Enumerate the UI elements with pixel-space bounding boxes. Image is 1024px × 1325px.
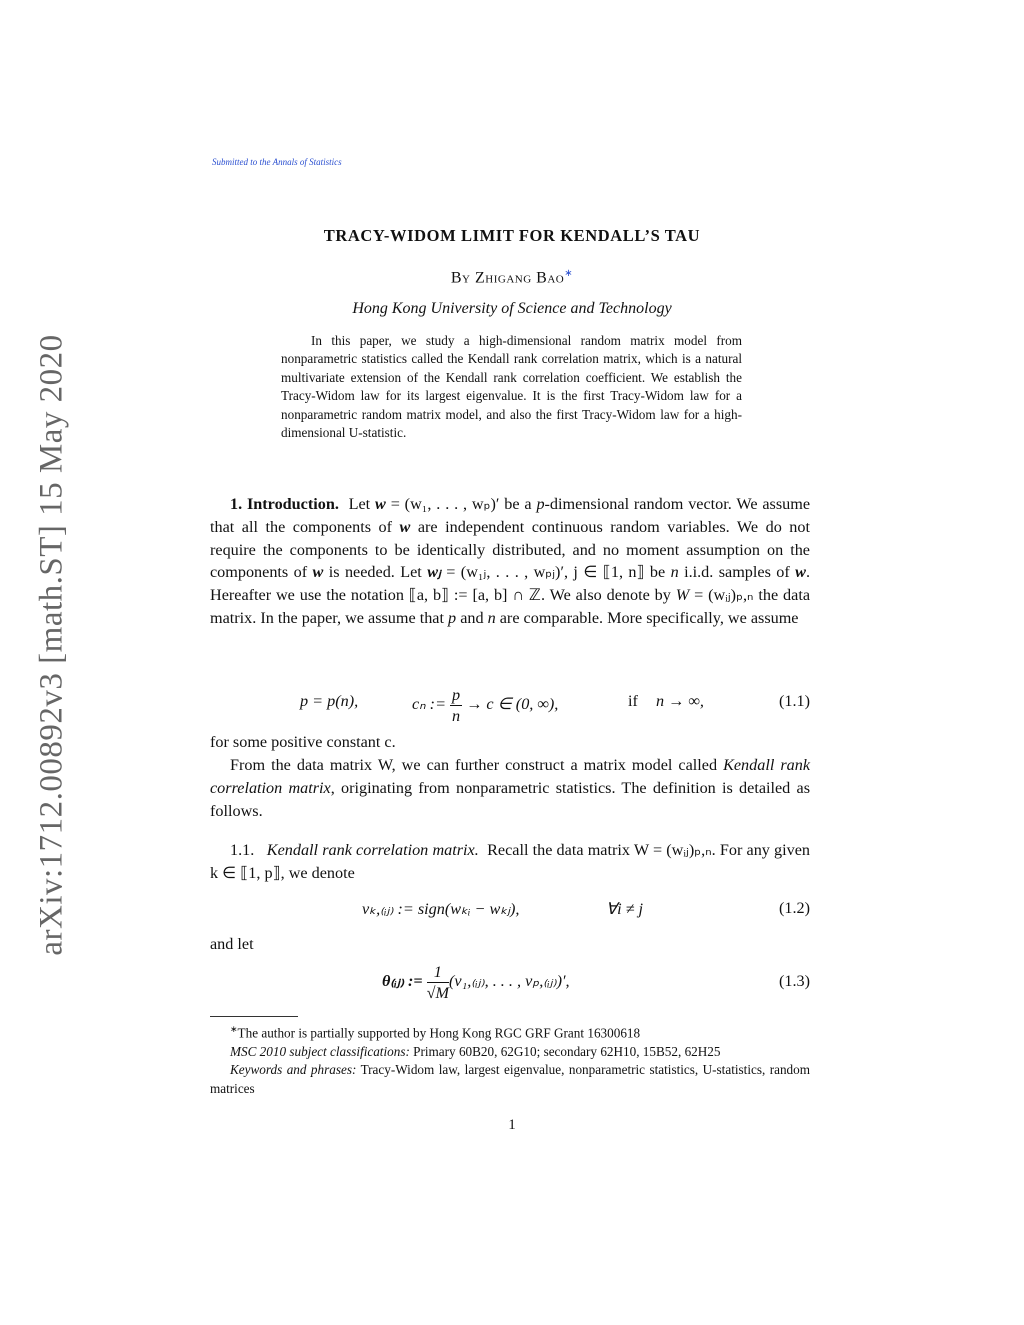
msc-text: Primary 60B20, 62G10; secondary 62H10, 15B52, 62H25 — [413, 1043, 721, 1059]
intro-paragraph — [210, 493, 810, 630]
emphasis-term: Kendall rank correlation matrix — [210, 756, 811, 797]
equation-1-1 — [210, 686, 810, 725]
eq12-body: vₖ,₍ᵢⱼ₎ := sign(wₖᵢ − wₖⱼ), — [362, 900, 520, 918]
eq13-fraction — [427, 962, 449, 1003]
footnote-msc — [210, 1043, 810, 1061]
footnote-mark: ∗ — [230, 1024, 238, 1034]
submitted-header-link[interactable]: Submitted to the Annals of Statistics — [212, 157, 342, 167]
eq11-rhs: → c ∈ (0, ∞), — [466, 695, 559, 714]
text-run: is needed. Let — [328, 563, 422, 582]
vector-wj: wⱼ — [427, 563, 441, 582]
equation-1-2 — [210, 897, 810, 927]
eq11-number: (1.1) — [778, 692, 810, 710]
math-n: n — [487, 608, 496, 627]
footnote-grant — [210, 1020, 810, 1043]
eq11-cond: n → ∞, — [656, 692, 704, 710]
eq13-lhs: θ₍ᵢⱼ₎ := — [382, 972, 423, 991]
subsection-1-1 — [210, 839, 810, 885]
section-heading: 1. Introduction. — [230, 495, 339, 513]
subsection-title: Kendall rank correlation matrix. — [266, 841, 479, 859]
text-run: = (w₁ⱼ, . . . , wₚⱼ)′, j ∈ ⟦1, n⟧ be — [446, 563, 666, 582]
subsection-number: 1.1. — [230, 841, 255, 859]
text-run: = (wᵢⱼ)ₚ,ₙ the data matrix. In the paper, we assume that — [210, 586, 811, 627]
math-W: W — [675, 586, 690, 605]
eq13-expr — [382, 962, 570, 1003]
vector-w: w — [795, 563, 806, 582]
math-n: n — [670, 563, 679, 582]
paper-title: TRACY-WIDOM LIMIT FOR KENDALL’S TAU — [323, 226, 701, 245]
eq13-number: (1.3) — [778, 972, 810, 990]
after-eq11: for some positive constant c. — [210, 733, 396, 751]
msc-label: MSC 2010 subject classifications: — [230, 1043, 410, 1059]
eq11-frac-num: p — [452, 686, 461, 704]
eq12-number: (1.2) — [778, 899, 810, 917]
vector-w: w — [312, 563, 324, 582]
author-line — [0, 268, 1024, 287]
author-footnote-link[interactable]: ∗ — [564, 268, 574, 279]
and-let-text: and let — [210, 935, 254, 953]
eq11-cn — [412, 685, 558, 726]
text-run: , originating from nonparametric statistics. The definition is detailed as follows. — [210, 778, 810, 820]
footnote-keywords — [210, 1061, 810, 1098]
footnote-rule — [210, 1016, 298, 1017]
equation-1-3 — [210, 962, 810, 1002]
text-run: -dimensional random vector. We assume that all the components of — [210, 495, 811, 536]
eq11-fraction — [450, 685, 462, 726]
arxiv-side-stamp: arXiv:1712.00892v3 [math.ST] 15 May 2020 — [33, 334, 70, 956]
eq13-frac-num: 1 — [427, 962, 449, 983]
vector-w: w — [399, 517, 411, 536]
text-run: and — [460, 608, 484, 627]
vector-w: w — [375, 495, 386, 513]
text-run: are independent continuous random variables. We do not require the components to be identically distributed, and no moment assumption on the components of — [210, 517, 810, 582]
math-p: p — [536, 495, 545, 513]
text-run: Recall the data matrix W = (wᵢⱼ)ₚ,ₙ. For any given k ∈ ⟦1, p⟧, we denote — [210, 841, 811, 882]
paragraph-data-matrix — [210, 754, 810, 822]
text-run: Let — [348, 495, 371, 513]
eq13-rhs: (v₁,₍ᵢⱼ₎, . . . , vₚ,₍ᵢⱼ₎)′, — [449, 972, 570, 991]
footnotes — [210, 1020, 810, 1098]
text-run: = (w₁, . . . , wₚ)′ be a — [390, 495, 532, 513]
affiliation: Hong Kong University of Science and Technology — [352, 300, 672, 317]
text-run: . Hereafter we use the notation ⟦a, b⟧ := [a, b] ∩ ℤ. We also denote by — [210, 563, 811, 605]
author-name: By Zhigang Bao — [450, 269, 565, 287]
keywords-text: Tracy-Widom law, largest eigenvalue, nonparametric statistics, U-statistics, random matrices — [210, 1062, 810, 1096]
math-p: p — [448, 608, 457, 627]
text-run: From the data matrix W, we can further construct a matrix model called — [230, 756, 718, 774]
text-run: i.i.d. samples of — [684, 563, 790, 582]
abstract: In this paper, we study a high-dimensional random matrix model from nonparametric statistics called the Kendall rank correlation matrix, which is a natural multivariate extension of the Kendall rank correlation coefficient. We establish the Tracy-Widom law for its largest eigenvalue. It is the first Tracy-Widom law for a nonparametric random matrix model, and also the first Tracy-Widom law for a high-dimensional U-statistic. — [281, 333, 742, 441]
keywords-label: Keywords and phrases: — [230, 1062, 357, 1078]
page-number: 1 — [508, 1117, 516, 1133]
footnote-grant-text: The author is partially supported by Hong Kong RGC GRF Grant 16300618 — [237, 1025, 641, 1041]
text-run: are comparable. More specifically, we assume — [499, 608, 799, 627]
eq11-frac-den: n — [452, 707, 461, 725]
eq13-frac-den: √M — [426, 984, 450, 1002]
eq12-cond: ∀i ≠ j — [606, 900, 644, 918]
eq11-lhs: p = p(n), — [300, 692, 359, 710]
eq11-cn-text: cₙ := — [412, 695, 446, 714]
eq11-if: if — [628, 692, 638, 710]
